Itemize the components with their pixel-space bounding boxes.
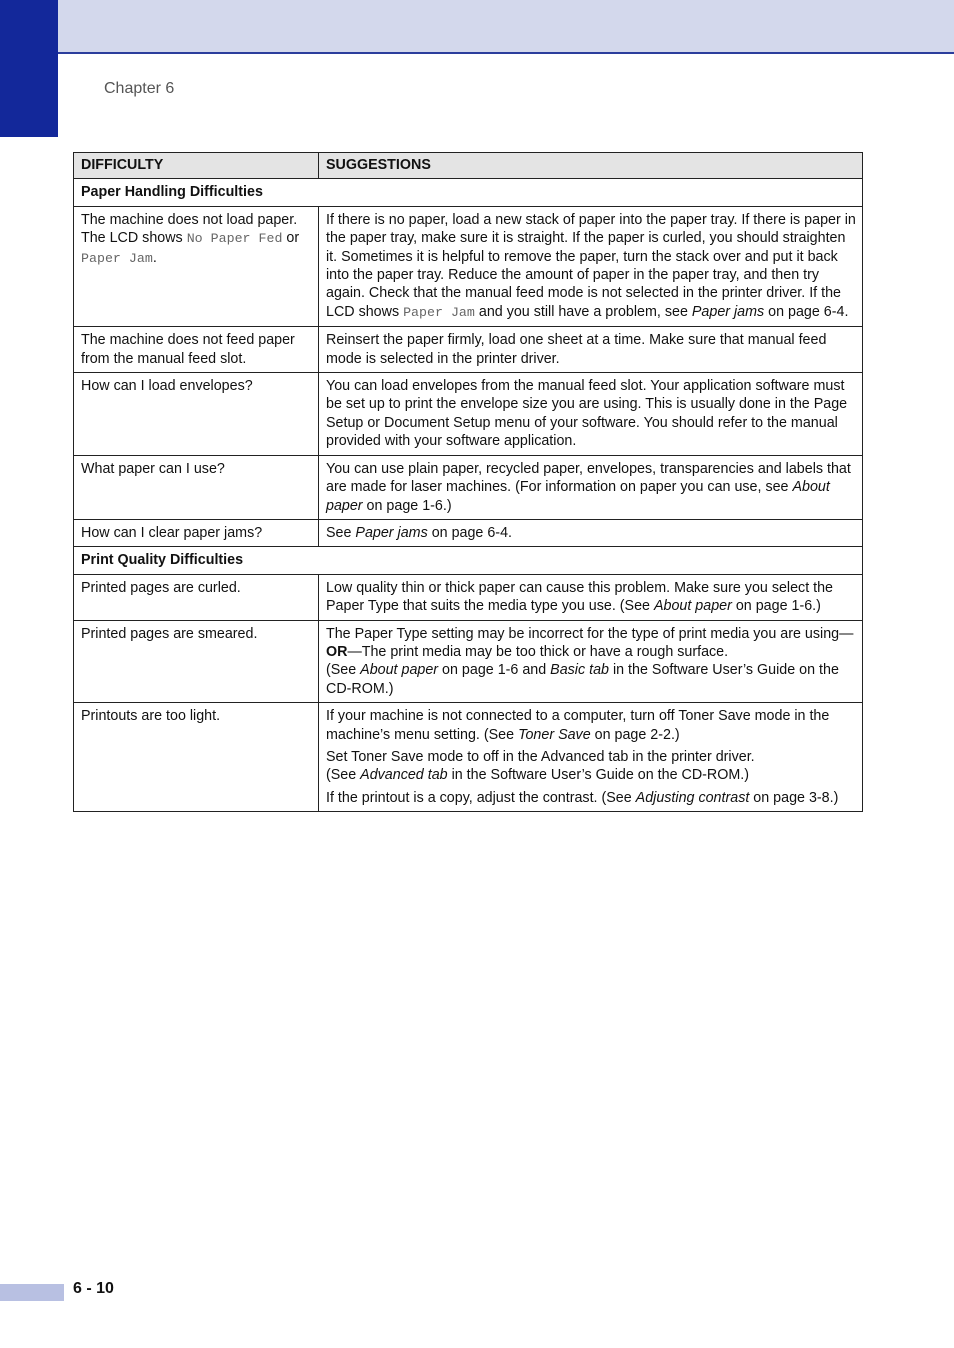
table-row bbox=[74, 327, 863, 373]
difficulty-text: . bbox=[152, 249, 157, 266]
table-row bbox=[74, 206, 863, 326]
or-separator: OR bbox=[326, 643, 348, 660]
suggestions-column-header: SUGGESTIONS bbox=[319, 153, 863, 179]
suggestion-cell: Reinsert the paper firmly, load one sheet at a time. Make sure that manual feed mode is selected in the printer driver. bbox=[319, 327, 863, 373]
cross-reference: About paper bbox=[653, 598, 732, 615]
suggestion-text: If your machine is not connected to a computer, turn off Toner Save mode in the machine’s menu setting. (See bbox=[326, 708, 830, 743]
suggestion-text: on page 6-4. bbox=[427, 524, 512, 541]
suggestion-text: on page 2-2.) bbox=[590, 726, 680, 743]
lcd-message: Paper Jam bbox=[403, 304, 475, 320]
difficulty-text: or bbox=[282, 230, 300, 247]
difficulty-text: The machine does not load paper. The LCD shows bbox=[81, 211, 298, 247]
cross-reference: Adjusting contrast bbox=[635, 789, 750, 806]
page-number: 6 - 10 bbox=[73, 1280, 114, 1297]
suggestion-paragraph bbox=[326, 789, 856, 807]
section-row bbox=[74, 547, 863, 574]
suggestion-text: on page 6-4. bbox=[764, 303, 849, 320]
suggestion-text: (See bbox=[326, 767, 361, 784]
suggestion-cell bbox=[319, 455, 863, 519]
table-row bbox=[74, 519, 863, 546]
difficulty-cell: Printouts are too light. bbox=[74, 703, 319, 812]
suggestion-text: You can use plain paper, recycled paper, envelopes, transparencies and labels that are made for laser machines. (For information on paper you can use, see bbox=[326, 460, 851, 496]
difficulty-column-header: DIFFICULTY bbox=[74, 153, 319, 179]
cross-reference: Advanced tab bbox=[360, 767, 448, 784]
chapter-side-tab bbox=[0, 0, 58, 137]
difficulty-cell: Printed pages are smeared. bbox=[74, 620, 319, 703]
cross-reference: Paper jams bbox=[691, 303, 765, 320]
paper-handling-section-title: Paper Handling Difficulties bbox=[74, 179, 863, 206]
troubleshooting-table bbox=[73, 152, 863, 812]
suggestion-text: on page 3-8.) bbox=[749, 789, 839, 806]
cross-reference: Paper jams bbox=[355, 524, 428, 541]
suggestion-text: —The print media may be too thick or have a rough surface. bbox=[347, 643, 729, 660]
suggestion-cell bbox=[319, 519, 863, 546]
suggestion-text: in the Software User’s Guide on the CD-ROM.) bbox=[326, 662, 839, 697]
suggestion-cell bbox=[319, 206, 863, 326]
suggestion-text: Set Toner Save mode to off in the Advanced tab in the printer driver. bbox=[326, 748, 755, 765]
suggestion-text: and you still have a problem, see bbox=[474, 303, 692, 320]
difficulty-cell: How can I clear paper jams? bbox=[74, 519, 319, 546]
suggestion-cell bbox=[319, 703, 863, 812]
print-quality-section-title: Print Quality Difficulties bbox=[74, 547, 863, 574]
suggestion-cell: You can load envelopes from the manual feed slot. Your application software must be set up to print the envelope size you are using. This is usually done in the Page Setup or Document Setup menu of your software. You should refer to the manual provided with your software application. bbox=[319, 373, 863, 456]
lcd-message: Paper Jam bbox=[81, 250, 153, 266]
footer-accent-bar bbox=[0, 1284, 64, 1301]
suggestion-paragraph bbox=[326, 707, 856, 744]
suggestion-text: on page 1-6.) bbox=[731, 598, 821, 615]
section-row bbox=[74, 179, 863, 206]
difficulty-cell: The machine does not feed paper from the manual feed slot. bbox=[74, 327, 319, 373]
suggestion-paragraph bbox=[326, 748, 856, 785]
cross-reference: Toner Save bbox=[518, 726, 591, 743]
difficulty-cell bbox=[74, 206, 319, 326]
suggestion-text: If there is no paper, load a new stack of paper into the paper tray. If there is paper in the paper tray, make sure it is straight. If the paper is curled, you should straighten it. Sometimes it is helpful to remove the paper, turn the stack over and put it back into the paper tray. Reduce the amount of paper in the paper tray, and then try again. Check that the manual feed mode is not selected in the printer driver. If the LCD shows bbox=[326, 211, 856, 320]
table-header-row bbox=[74, 153, 863, 179]
difficulty-cell: What paper can I use? bbox=[74, 455, 319, 519]
cross-reference: About paper bbox=[326, 479, 830, 514]
suggestion-text: Low quality thin or thick paper can cause this problem. Make sure you select the Paper Type that suits the media type you use. (See bbox=[326, 579, 834, 615]
difficulty-cell: How can I load envelopes? bbox=[74, 373, 319, 456]
suggestion-text: See bbox=[326, 524, 356, 541]
suggestion-text: (See bbox=[326, 662, 361, 679]
cross-reference: Basic tab bbox=[550, 662, 609, 679]
table-row bbox=[74, 574, 863, 620]
suggestion-text: on page 1-6.) bbox=[362, 497, 452, 514]
difficulty-cell: Printed pages are curled. bbox=[74, 574, 319, 620]
lcd-message: No Paper Fed bbox=[186, 231, 283, 247]
header-band bbox=[0, 0, 954, 54]
cross-reference: About paper bbox=[360, 662, 439, 679]
table-row bbox=[74, 703, 863, 812]
suggestion-text: The Paper Type setting may be incorrect for the type of print media you are using— bbox=[326, 625, 854, 642]
table-row bbox=[74, 373, 863, 456]
table-row bbox=[74, 455, 863, 519]
table-row bbox=[74, 620, 863, 703]
chapter-label: Chapter 6 bbox=[104, 80, 175, 97]
suggestion-cell bbox=[319, 574, 863, 620]
suggestion-cell bbox=[319, 620, 863, 703]
suggestion-text: in the Software User’s Guide on the CD-ROM.) bbox=[447, 767, 750, 784]
suggestion-text: on page 1-6 and bbox=[438, 662, 551, 679]
suggestion-text: If the printout is a copy, adjust the contrast. (See bbox=[326, 789, 636, 806]
